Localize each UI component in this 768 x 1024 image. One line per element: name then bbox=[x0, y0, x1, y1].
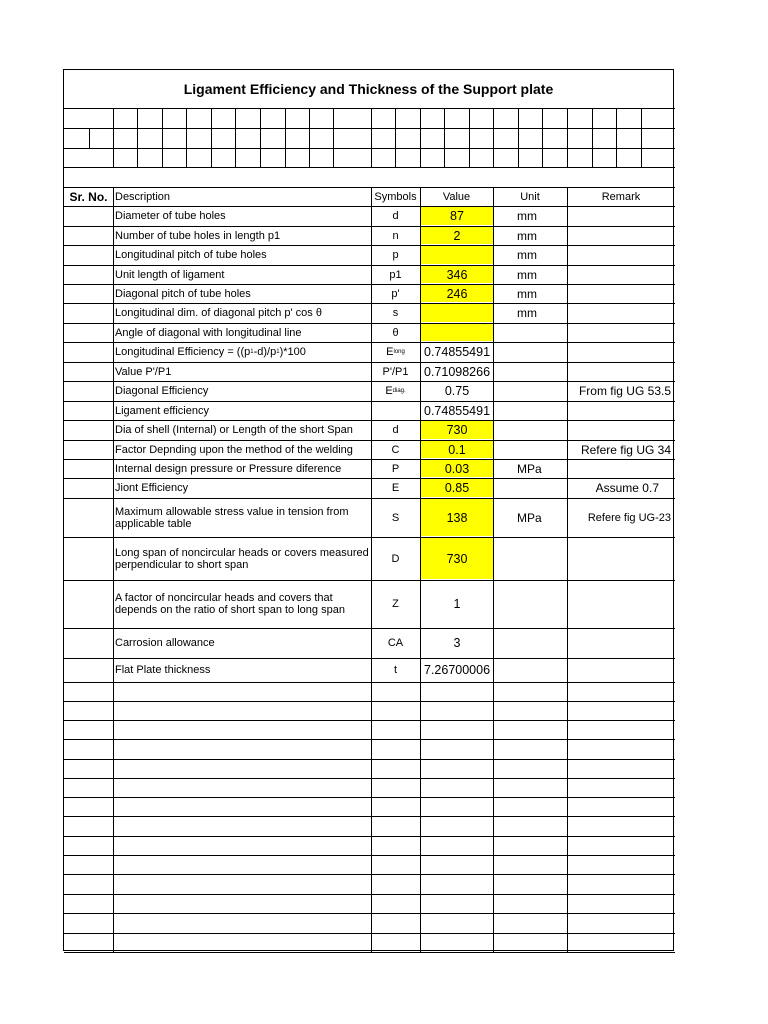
row-value: 3 bbox=[453, 636, 461, 650]
row-symbol: n bbox=[392, 229, 399, 242]
header-symbols: Symbols bbox=[374, 190, 417, 203]
row-value: 7.26700006 bbox=[424, 663, 491, 677]
row-value: 246 bbox=[421, 285, 493, 302]
row-value: 1 bbox=[453, 597, 461, 611]
row-unit bbox=[493, 440, 567, 459]
row-sr-no bbox=[64, 537, 113, 580]
row-sr-no bbox=[64, 303, 113, 323]
row-description: Longitudinal pitch of tube holes bbox=[115, 249, 267, 261]
grid-line bbox=[444, 108, 445, 167]
row-sr-no bbox=[64, 284, 113, 303]
grid-line bbox=[64, 682, 675, 683]
row-symbol: d bbox=[392, 210, 399, 222]
header-sr-no: Sr. No. bbox=[69, 189, 108, 204]
row-sr-no bbox=[64, 498, 113, 537]
row-symbol: Z bbox=[392, 598, 399, 610]
row-value: 730 bbox=[421, 421, 493, 439]
grid-line bbox=[64, 167, 675, 168]
grid-line bbox=[309, 108, 310, 167]
row-remark bbox=[567, 537, 675, 580]
row-description: Unit length of ligament bbox=[115, 268, 225, 281]
row-sr-no bbox=[64, 580, 113, 628]
row-sr-no bbox=[64, 206, 113, 226]
row-unit: mm bbox=[517, 209, 537, 223]
row-value bbox=[421, 246, 493, 264]
row-remark bbox=[567, 658, 675, 682]
row-unit: MPa bbox=[517, 510, 542, 525]
row-sr-no bbox=[64, 401, 113, 420]
row-value: 0.03 bbox=[421, 460, 493, 477]
grid-line bbox=[64, 720, 675, 721]
row-unit bbox=[493, 362, 567, 381]
row-description: Factor Depnding upon the method of the welding bbox=[115, 443, 353, 456]
row-description: Long span of noncircular heads or covers measured perpendicular to short span bbox=[115, 546, 369, 571]
row-value: 0.71098266 bbox=[424, 364, 491, 379]
row-description: Diagonal pitch of tube holes bbox=[115, 287, 251, 300]
row-description: Longitudinal Efficiency = ((p 1 -d)/p 1 )*100 bbox=[115, 346, 306, 358]
row-unit bbox=[493, 580, 567, 628]
row-sr-no bbox=[64, 440, 113, 459]
row-unit: mm bbox=[517, 306, 537, 320]
row-description: Jiont Efficiency bbox=[115, 482, 189, 494]
grid-line bbox=[395, 108, 396, 167]
grid-line bbox=[64, 874, 675, 875]
grid-line bbox=[64, 836, 675, 837]
row-description: Internal design pressure or Pressure diference bbox=[115, 462, 342, 475]
row-unit bbox=[493, 401, 567, 420]
grid-line bbox=[64, 759, 675, 760]
grid-line bbox=[333, 108, 334, 167]
row-value: 2 bbox=[421, 227, 493, 244]
row-value: 0.74855491 bbox=[424, 403, 491, 418]
sheet-title: Ligament Efficiency and Thickness of the Support plate bbox=[183, 81, 554, 97]
row-sr-no bbox=[64, 658, 113, 682]
grid-line bbox=[64, 778, 675, 779]
row-value: 0.74855491 bbox=[424, 345, 491, 359]
grid-line bbox=[641, 108, 642, 167]
grid-line bbox=[64, 128, 675, 129]
row-symbol: p bbox=[392, 249, 399, 261]
row-remark: From fig UG 53.5 bbox=[578, 384, 671, 398]
row-remark bbox=[567, 362, 675, 381]
row-description: Angle of diagonal with longitudinal line bbox=[115, 326, 302, 339]
row-unit bbox=[493, 658, 567, 682]
row-remark bbox=[567, 206, 675, 226]
row-symbol bbox=[371, 401, 420, 420]
grid-line bbox=[64, 855, 675, 856]
row-unit: mm bbox=[517, 286, 537, 301]
row-symbol: t bbox=[393, 664, 398, 676]
row-description: Longitudinal dim. of diagonal pitch p' cos θ bbox=[115, 307, 322, 319]
row-unit: mm bbox=[517, 267, 537, 282]
row-unit: mm bbox=[517, 228, 537, 243]
row-value: 0.85 bbox=[421, 479, 493, 497]
row-sr-no bbox=[64, 478, 113, 498]
grid-line bbox=[89, 128, 90, 148]
row-remark bbox=[567, 459, 675, 478]
row-sr-no bbox=[64, 342, 113, 362]
grid-line bbox=[542, 108, 543, 167]
row-value: 0.75 bbox=[444, 384, 470, 398]
grid-line bbox=[518, 108, 519, 167]
header-remark: Remark bbox=[601, 190, 641, 203]
header-unit: Unit bbox=[520, 190, 540, 203]
row-unit bbox=[493, 342, 567, 362]
grid-line bbox=[137, 108, 138, 167]
row-value: 346 bbox=[421, 266, 493, 283]
row-description: Ligament efficiency bbox=[115, 404, 209, 417]
row-symbol: θ bbox=[392, 326, 399, 339]
row-remark: Refere fig UG 34 bbox=[580, 442, 671, 457]
grid-line bbox=[285, 108, 286, 167]
grid-line bbox=[260, 108, 261, 167]
row-symbol: D bbox=[391, 552, 400, 565]
row-unit bbox=[493, 478, 567, 498]
grid-line bbox=[64, 952, 675, 953]
row-remark bbox=[567, 420, 675, 440]
row-description: Diameter of tube holes bbox=[115, 210, 226, 222]
row-remark bbox=[567, 265, 675, 284]
row-unit bbox=[493, 420, 567, 440]
grid-line bbox=[186, 108, 187, 167]
row-value: 730 bbox=[421, 538, 493, 579]
grid-line bbox=[64, 701, 675, 702]
row-value bbox=[421, 324, 493, 341]
row-remark: Assume 0.7 bbox=[595, 481, 659, 495]
row-sr-no bbox=[64, 628, 113, 658]
grid-line bbox=[162, 108, 163, 167]
grid-line bbox=[64, 894, 675, 895]
grid-line bbox=[592, 108, 593, 167]
row-description: Number of tube holes in length p1 bbox=[115, 229, 281, 242]
row-sr-no bbox=[64, 362, 113, 381]
row-remark bbox=[567, 226, 675, 245]
row-description: A factor of noncircular heads and covers that depends on the ratio of short span to long span bbox=[115, 592, 345, 616]
row-symbol: E long bbox=[386, 346, 405, 358]
grid-line bbox=[493, 108, 494, 167]
row-remark bbox=[567, 401, 675, 420]
grid-line bbox=[64, 933, 675, 934]
spreadsheet bbox=[63, 69, 674, 951]
row-unit: mm bbox=[517, 248, 537, 262]
row-remark bbox=[567, 628, 675, 658]
row-remark bbox=[567, 303, 675, 323]
row-value: 87 bbox=[421, 207, 493, 225]
row-symbol: d bbox=[392, 424, 399, 436]
grid-line bbox=[420, 108, 421, 167]
row-symbol: CA bbox=[387, 637, 404, 649]
grid-line bbox=[64, 148, 675, 149]
row-sr-no bbox=[64, 420, 113, 440]
grid-line bbox=[616, 108, 617, 167]
grid-line bbox=[64, 739, 675, 740]
row-value: 138 bbox=[421, 499, 493, 536]
grid-line bbox=[113, 108, 114, 167]
row-value: 0.1 bbox=[421, 441, 493, 458]
row-sr-no bbox=[64, 459, 113, 478]
row-description: Diagonal Efficiency bbox=[115, 385, 209, 397]
row-sr-no bbox=[64, 226, 113, 245]
grid-line bbox=[469, 108, 470, 167]
row-sr-no bbox=[64, 265, 113, 284]
row-sr-no bbox=[64, 323, 113, 342]
grid-line bbox=[211, 108, 212, 167]
grid-line bbox=[64, 797, 675, 798]
row-unit bbox=[493, 323, 567, 342]
row-remark bbox=[567, 342, 675, 362]
header-description: Description bbox=[115, 190, 171, 203]
row-remark bbox=[567, 284, 675, 303]
grid-line bbox=[64, 913, 675, 914]
row-remark bbox=[567, 580, 675, 628]
row-unit bbox=[493, 537, 567, 580]
row-description: Value P'/P1 bbox=[115, 365, 172, 378]
row-symbol: S bbox=[391, 511, 400, 524]
row-remark bbox=[567, 323, 675, 342]
row-symbol: s bbox=[392, 307, 399, 319]
row-value bbox=[421, 304, 493, 322]
row-description: Carrosion allowance bbox=[115, 637, 215, 649]
grid-line bbox=[235, 108, 236, 167]
row-sr-no bbox=[64, 381, 113, 401]
row-description: Dia of shell (Internal) or Length of the short Span bbox=[115, 424, 353, 436]
grid-line bbox=[567, 108, 568, 167]
row-symbol: E bbox=[391, 482, 400, 494]
row-symbol: P'/P1 bbox=[382, 365, 409, 378]
grid-line bbox=[64, 816, 675, 817]
row-unit: MPa bbox=[517, 461, 542, 476]
row-symbol: C bbox=[391, 443, 400, 456]
grid-line bbox=[371, 108, 372, 167]
row-remark: Refere fig UG-23 bbox=[587, 511, 671, 524]
header-value: Value bbox=[442, 190, 471, 203]
row-description: Maximum allowable stress value in tension from applicable table bbox=[115, 505, 349, 530]
row-symbol: p1 bbox=[389, 268, 402, 281]
row-unit bbox=[493, 628, 567, 658]
row-description: Flat Plate thickness bbox=[115, 664, 211, 676]
grid-line bbox=[64, 108, 675, 109]
row-remark bbox=[567, 245, 675, 265]
row-symbol: p' bbox=[391, 287, 400, 300]
row-sr-no bbox=[64, 245, 113, 265]
row-unit bbox=[493, 381, 567, 401]
row-symbol: P bbox=[391, 462, 400, 475]
row-symbol: E diag. bbox=[385, 385, 406, 397]
